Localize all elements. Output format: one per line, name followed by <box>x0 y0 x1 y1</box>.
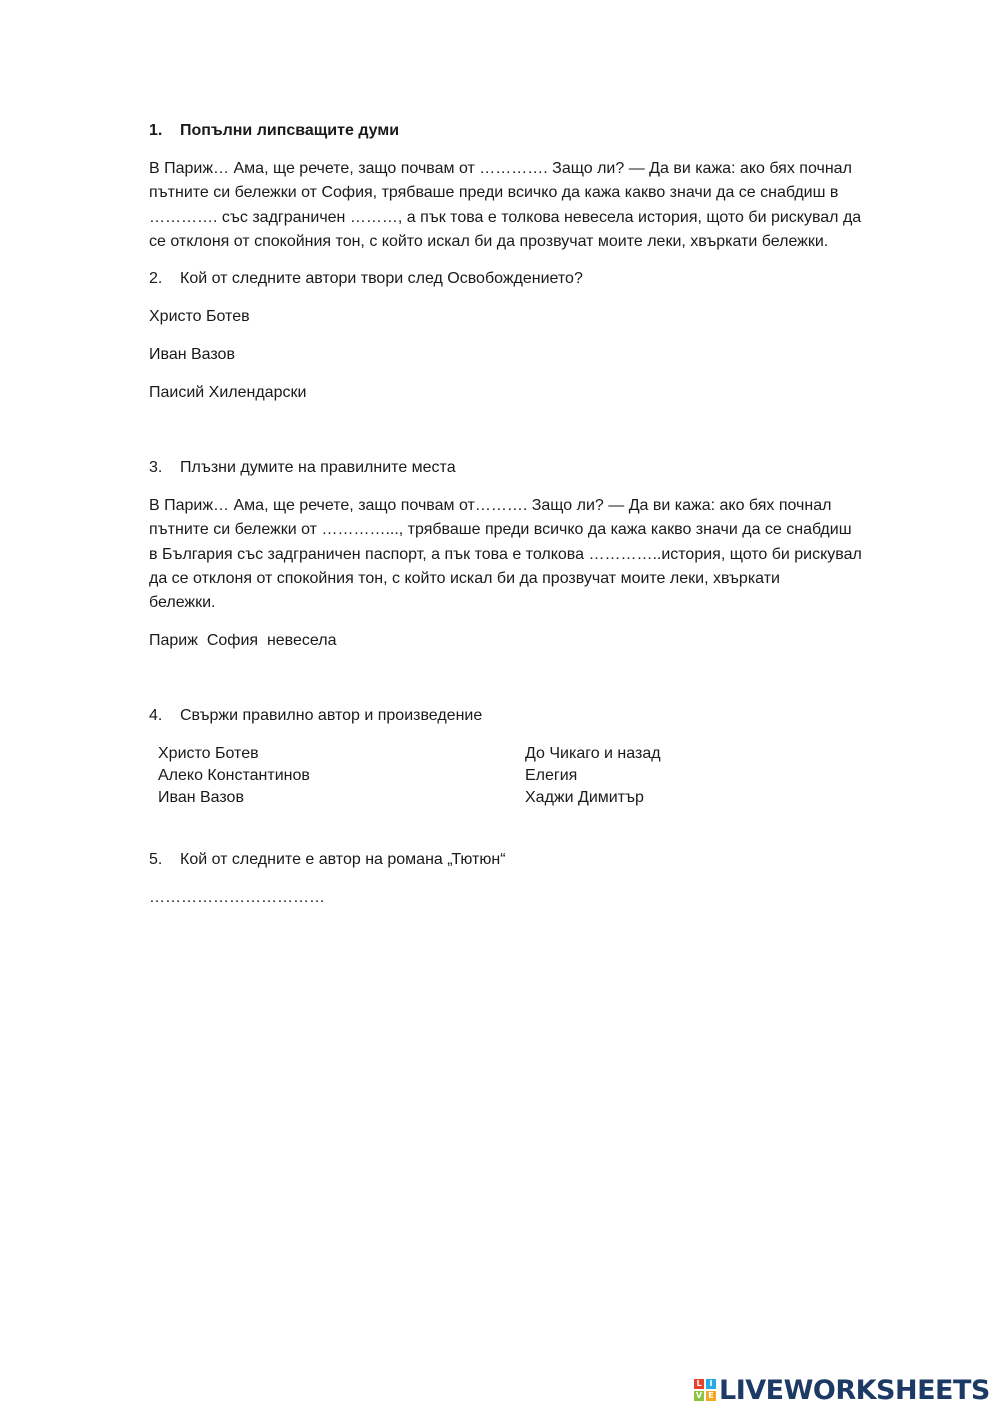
q1-line: В Париж… Ама, ще речете, защо почвам от …………. Защо ли? — Да ви кажа: ако бях почнал <box>149 160 852 177</box>
logo-text: LIVEWORKSHEETS <box>719 1374 990 1406</box>
q4-author[interactable]: Алеко Константинов <box>158 767 310 784</box>
logo-letter: I <box>706 1379 716 1389</box>
q3-line: в България със задграничен паспорт, а пък това е толкова …………..история, щото би рискувал <box>149 545 862 563</box>
q4-author[interactable]: Христо Ботев <box>158 745 259 762</box>
q4-work[interactable]: До Чикаго и назад <box>525 745 661 762</box>
q4-title: Свържи правилно автор и произведение <box>180 707 483 724</box>
q3-line: бележки. <box>149 594 216 612</box>
q3-line: В Париж… Ама, ще речете, защо почвам от………. Защо ли? — Да ви кажа: ако бях почнал <box>149 497 832 514</box>
q1-line: пътните си бележки от София, трябваше преди всичко да кажа какво значи да се снабдиш в <box>149 184 839 202</box>
q3-line: пътните си бележки от …………..., трябваше преди всичко да кажа какво значи да се снабдиш <box>149 521 852 539</box>
logo-letter: L <box>694 1379 704 1389</box>
q2-heading <box>149 267 583 291</box>
q1-line: се отклоня от спокойния тон, с който искал би да прозвучат моите леки, хвъркати бележки. <box>149 232 829 250</box>
q3-number: 3. <box>149 459 163 476</box>
q3-line: да се отклоня от спокойния тон, с който искал би да прозвучат моите леки, хвъркати <box>149 569 780 587</box>
q1-text <box>149 157 889 254</box>
q1-title: Попълни липсващите думи <box>180 122 400 139</box>
q3-title: Плъзни думите на правилните места <box>180 459 456 476</box>
logo-letter: V <box>695 1391 703 1400</box>
q5-number: 5. <box>149 851 163 868</box>
q2-number: 2. <box>149 270 163 287</box>
q3-heading <box>149 456 456 480</box>
q2-title: Кой от следните автори твори след Освобождението? <box>180 270 583 287</box>
q2-option-vazov[interactable]: Иван Вазов <box>149 346 235 363</box>
q5-title: Кой от следните е автор на романа „Тютюн“ <box>180 851 506 868</box>
q5-answer-field[interactable]: …………………………… <box>149 889 325 906</box>
liveworksheets-logo <box>694 1373 990 1407</box>
q3-word-bank[interactable]: Париж София невесела <box>149 632 337 649</box>
q1-line: …………. със задграничен ………, а пък това е толкова невесела история, щото би рискувал да <box>149 208 862 226</box>
q3-text <box>149 494 889 615</box>
q4-author[interactable]: Иван Вазов <box>158 789 244 806</box>
q4-work[interactable]: Елегия <box>525 767 578 784</box>
q5-heading <box>149 848 506 872</box>
q2-option-botev[interactable]: Христо Ботев <box>149 308 250 325</box>
q4-work[interactable]: Хаджи Димитър <box>525 789 644 806</box>
q4-number: 4. <box>149 707 163 724</box>
logo-grid-icon <box>694 1379 716 1401</box>
logo-letter: E <box>706 1391 716 1401</box>
q2-option-paisiy[interactable]: Паисий Хилендарски <box>149 384 307 401</box>
q4-heading <box>149 704 482 728</box>
q1-number: 1. <box>149 122 163 139</box>
q1-heading <box>149 119 399 143</box>
